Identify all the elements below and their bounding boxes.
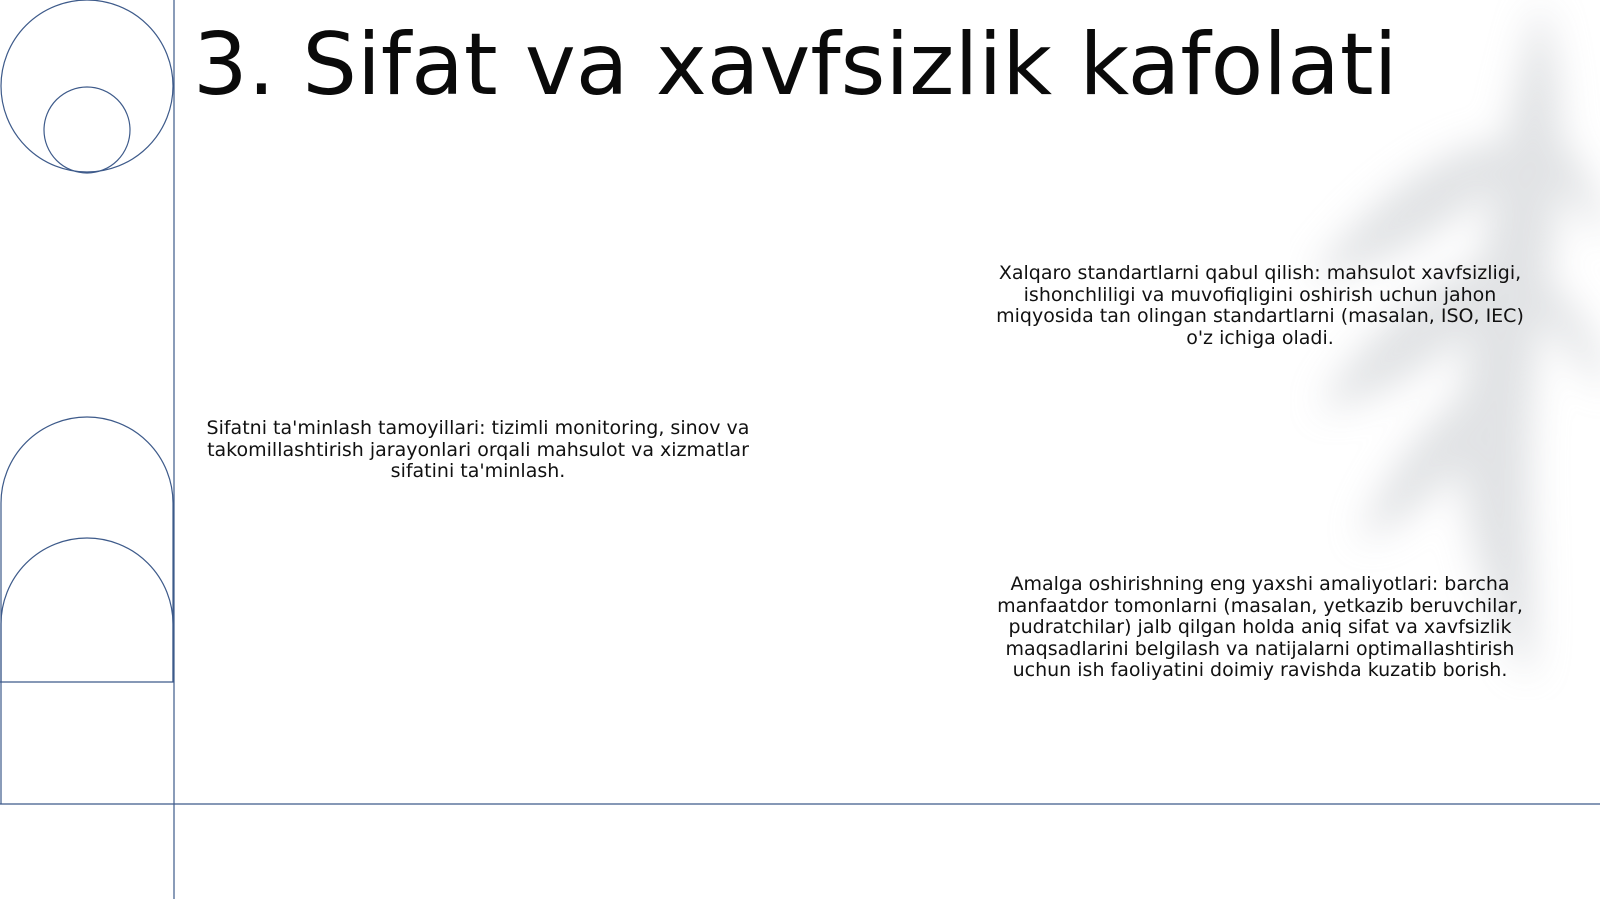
- lower-arch: [1, 538, 173, 682]
- large-circle: [1, 0, 173, 172]
- text-block-best-practices: Amalga oshirishning eng yaxshi amaliyotlari: barcha manfaatdor tomonlarni (masalan, yetkazib beruvchilar, pudratchilar) jalb qilgan holda aniq sifat va xavfsizlik maqsadlarini belgilash va natijalarni optimallashtirish uchun ish faoliyatini doimiy ravishda kuzatib borish.: [997, 573, 1523, 681]
- small-circle: [44, 87, 130, 173]
- text-block-international-standards: Xalqaro standartlarni qabul qilish: mahsulot xavfsizligi, ishonchliligi va muvofiqligini oshirish uchun jahon miqyosida tan olingan standartlarni (masalan, ISO, IEC) o'z ichiga oladi.: [996, 262, 1524, 349]
- upper-arch: [1, 417, 173, 682]
- slide-title: 3. Sifat va xavfsizlik kafolati: [193, 15, 1398, 115]
- text-block-quality-principles: Sifatni ta'minlash tamoyillari: tizimli monitoring, sinov va takomillashtirish jarayonlari orqali mahsulot va xizmatlar sifatini ta'minlash.: [206, 417, 750, 482]
